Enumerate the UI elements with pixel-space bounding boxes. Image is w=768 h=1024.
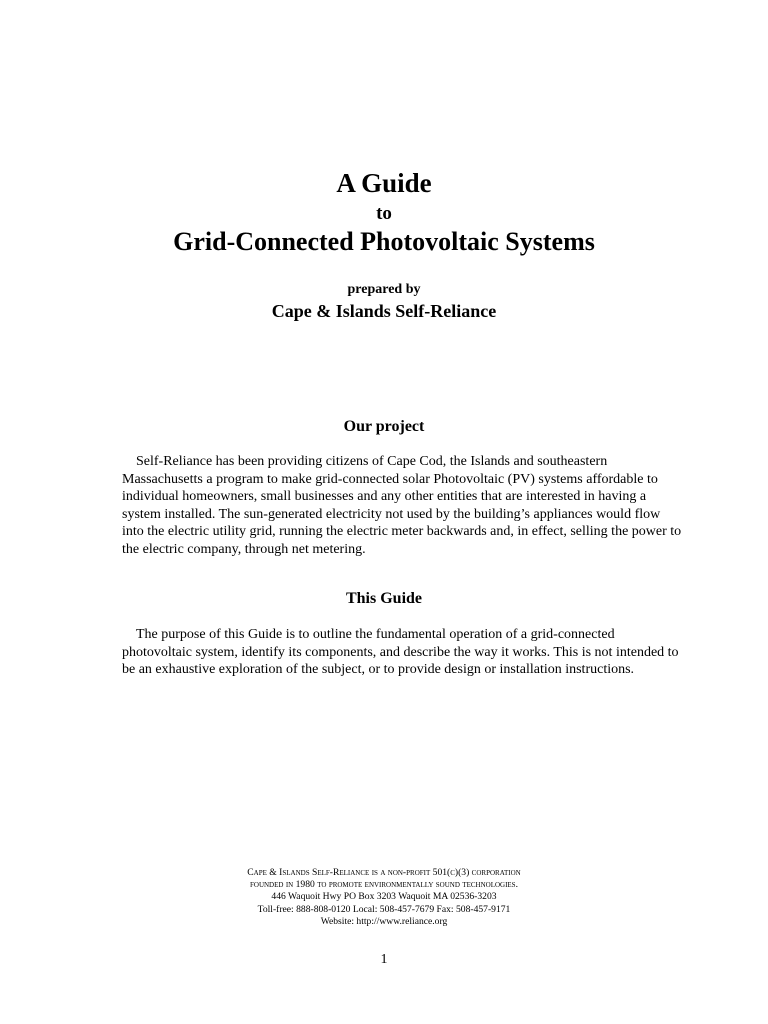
footer-line-founded: founded in 1980 to promote environmentally sound technologies. [250, 879, 518, 891]
section-body-this-guide [122, 626, 682, 679]
document-subtitle: Grid-Connected Photovoltaic Systems [173, 227, 595, 256]
project-paragraph-text: Self-Reliance has been providing citizens of Cape Cod, the Islands and southeastern Massachusetts a program to make grid-connected solar Photovoltaic (PV) systems affordable to individual homeowners, small businesses and any other entities that are interested in having a system installed. The sun-generated electricity not used by the building’s appliances would flow into the electric utility grid, running the electric meter backwards and, in effect, selling the power to the electric company, through net metering. [122, 454, 682, 557]
footer-line-nonprofit: Cape & Islands Self-Reliance is a non-profit 501(c)(3) corporation [247, 867, 521, 878]
footer-line-address: 446 Waquoit Hwy PO Box 3203 Waquoit MA 02536-3203 [271, 891, 497, 903]
section-body-our-project [122, 453, 682, 559]
footer-contact-block [0, 867, 768, 928]
page-number: 1 [380, 952, 388, 967]
organization-name: Cape & Islands Self-Reliance [271, 301, 497, 321]
document-title: A Guide [336, 168, 432, 198]
footer-line-phone: Toll-free: 888-808-0120 Local: 508-457-7679 Fax: 508-457-9171 [257, 903, 511, 915]
section-heading-this-guide: This Guide [345, 590, 423, 607]
guide-paragraph-text: The purpose of this Guide is to outline the fundamental operation of a grid-connected photovoltaic system, identify its components, and describe the way it works. This is not intended to be an exhaustive exploration of the subject, or to provide design or installation instructions. [122, 627, 679, 678]
title-connector: to [376, 203, 392, 224]
footer-line-website: Website: http://www.reliance.org [320, 915, 448, 927]
prepared-by-label: prepared by [347, 282, 421, 297]
section-heading-our-project: Our project [343, 418, 425, 435]
